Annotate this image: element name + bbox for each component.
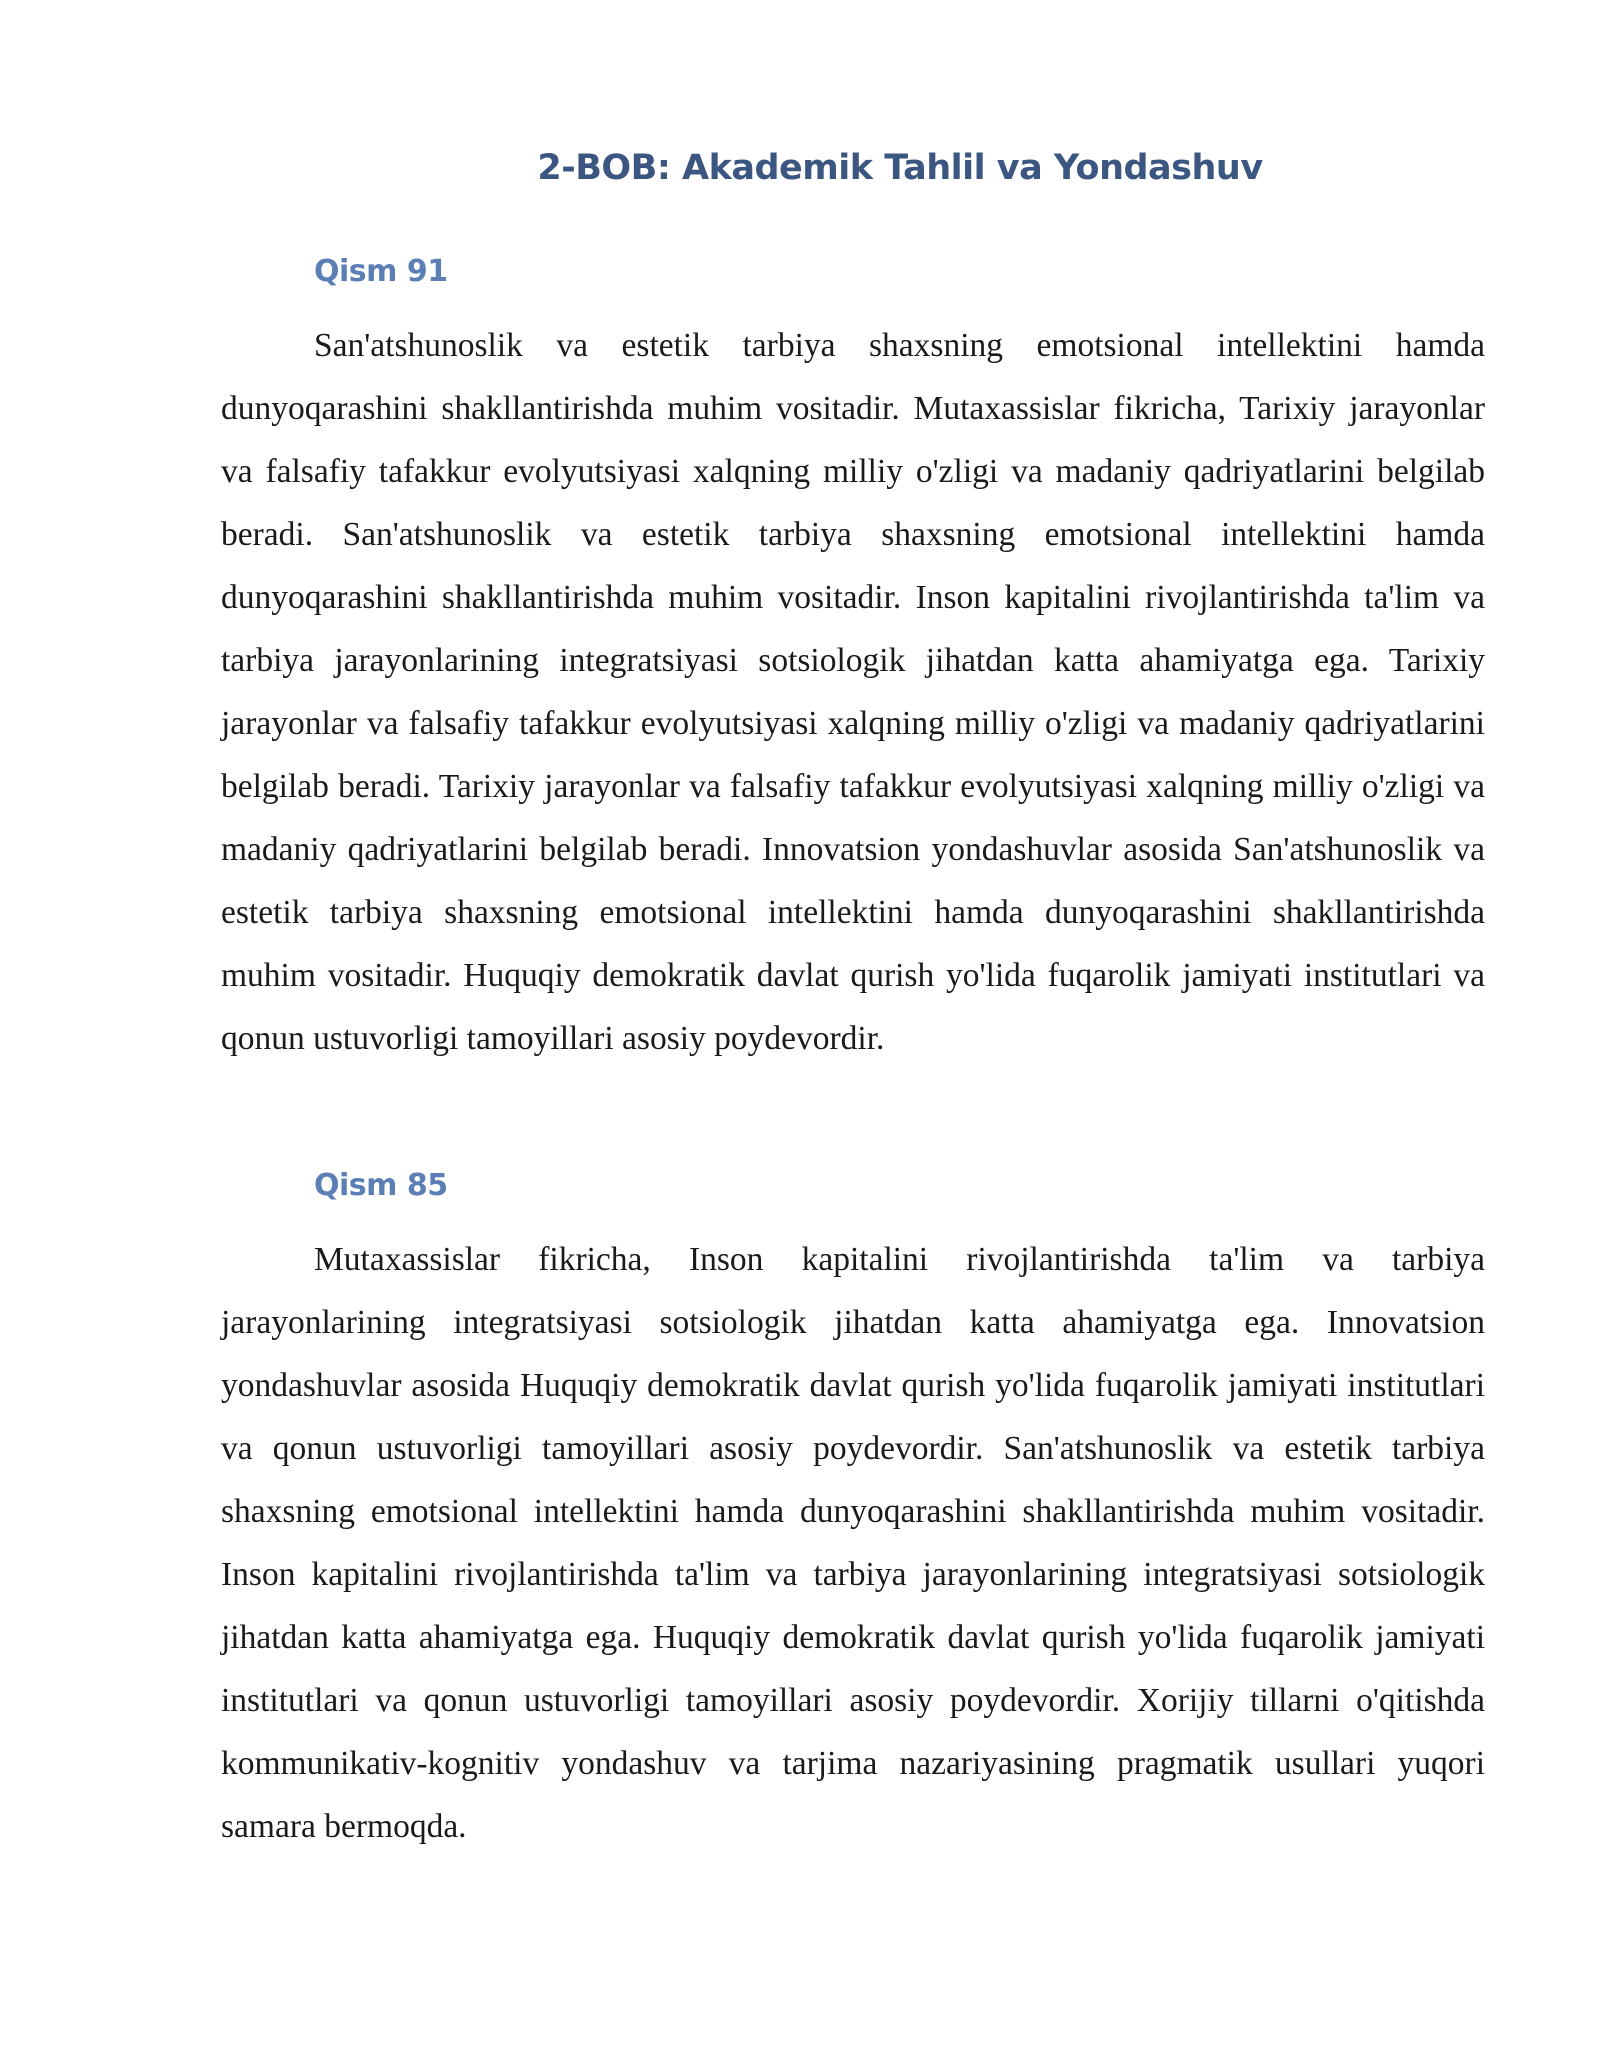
section [221, 1166, 1485, 1858]
section-paragraph: San'atshunoslik va estetik tarbiya shaxsning emotsional intellektini hamda dunyoqarashini shakllantirishda muhim vositadir. Mutaxassislar fikricha, Tarixiy jarayonlar va falsafiy tafakkur evolyutsiyasi xalqning milliy o'zligi va madaniy qadriyatlarini belgilab beradi. San'atshunoslik va estetik tarbiya shaxsning emotsional intellektini hamda dunyoqarashini shakllantirishda muhim vositadir. Inson kapitalini rivojlantirishda ta'lim va tarbiya jarayonlarining integratsiyasi sotsiologik jihatdan katta ahamiyatga ega. Tarixiy jarayonlar va falsafiy tafakkur evolyutsiyasi xalqning milliy o'zligi va madaniy qadriyatlarini belgilab beradi. Tarixiy jarayonlar va falsafiy tafakkur evolyutsiyasi xalqning milliy o'zligi va madaniy qadriyatlarini belgilab beradi. Innovatsion yondashuvlar asosida San'atshunoslik va estetik tarbiya shaxsning emotsional intellektini hamda dunyoqarashini shakllantirishda muhim vositadir. Huquqiy demokratik davlat qurish yo'lida fuqarolik jamiyati institutlari va qonun ustuvorligi tamoyillari asosiy poydevordir. [221, 327, 1485, 1057]
chapter-title: 2-BOB: Akademik Tahlil va Yondashuv [537, 148, 1263, 188]
section-heading: Qism 85 [314, 1168, 448, 1203]
section-heading: Qism 91 [314, 254, 448, 289]
section [221, 252, 1485, 1070]
section-paragraph: Mutaxassislar fikricha, Inson kapitalini rivojlantirishda ta'lim va tarbiya jarayonlarining integratsiyasi sotsiologik jihatdan katta ahamiyatga ega. Innovatsion yondashuvlar asosida Huquqiy demokratik davlat qurish yo'lida fuqarolik jamiyati institutlari va qonun ustuvorligi tamoyillari asosiy poydevordir. San'atshunoslik va estetik tarbiya shaxsning emotsional intellektini hamda dunyoqarashini shakllantirishda muhim vositadir. Inson kapitalini rivojlantirishda ta'lim va tarbiya jarayonlarining integratsiyasi sotsiologik jihatdan katta ahamiyatga ega. Huquqiy demokratik davlat qurish yo'lida fuqarolik jamiyati institutlari va qonun ustuvorligi tamoyillari asosiy poydevordir. Xorijiy tillarni o'qitishda kommunikativ-kognitiv yondashuv va tarjima nazariyasining pragmatik usullari yuqori samara bermoqda. [221, 1241, 1485, 1845]
